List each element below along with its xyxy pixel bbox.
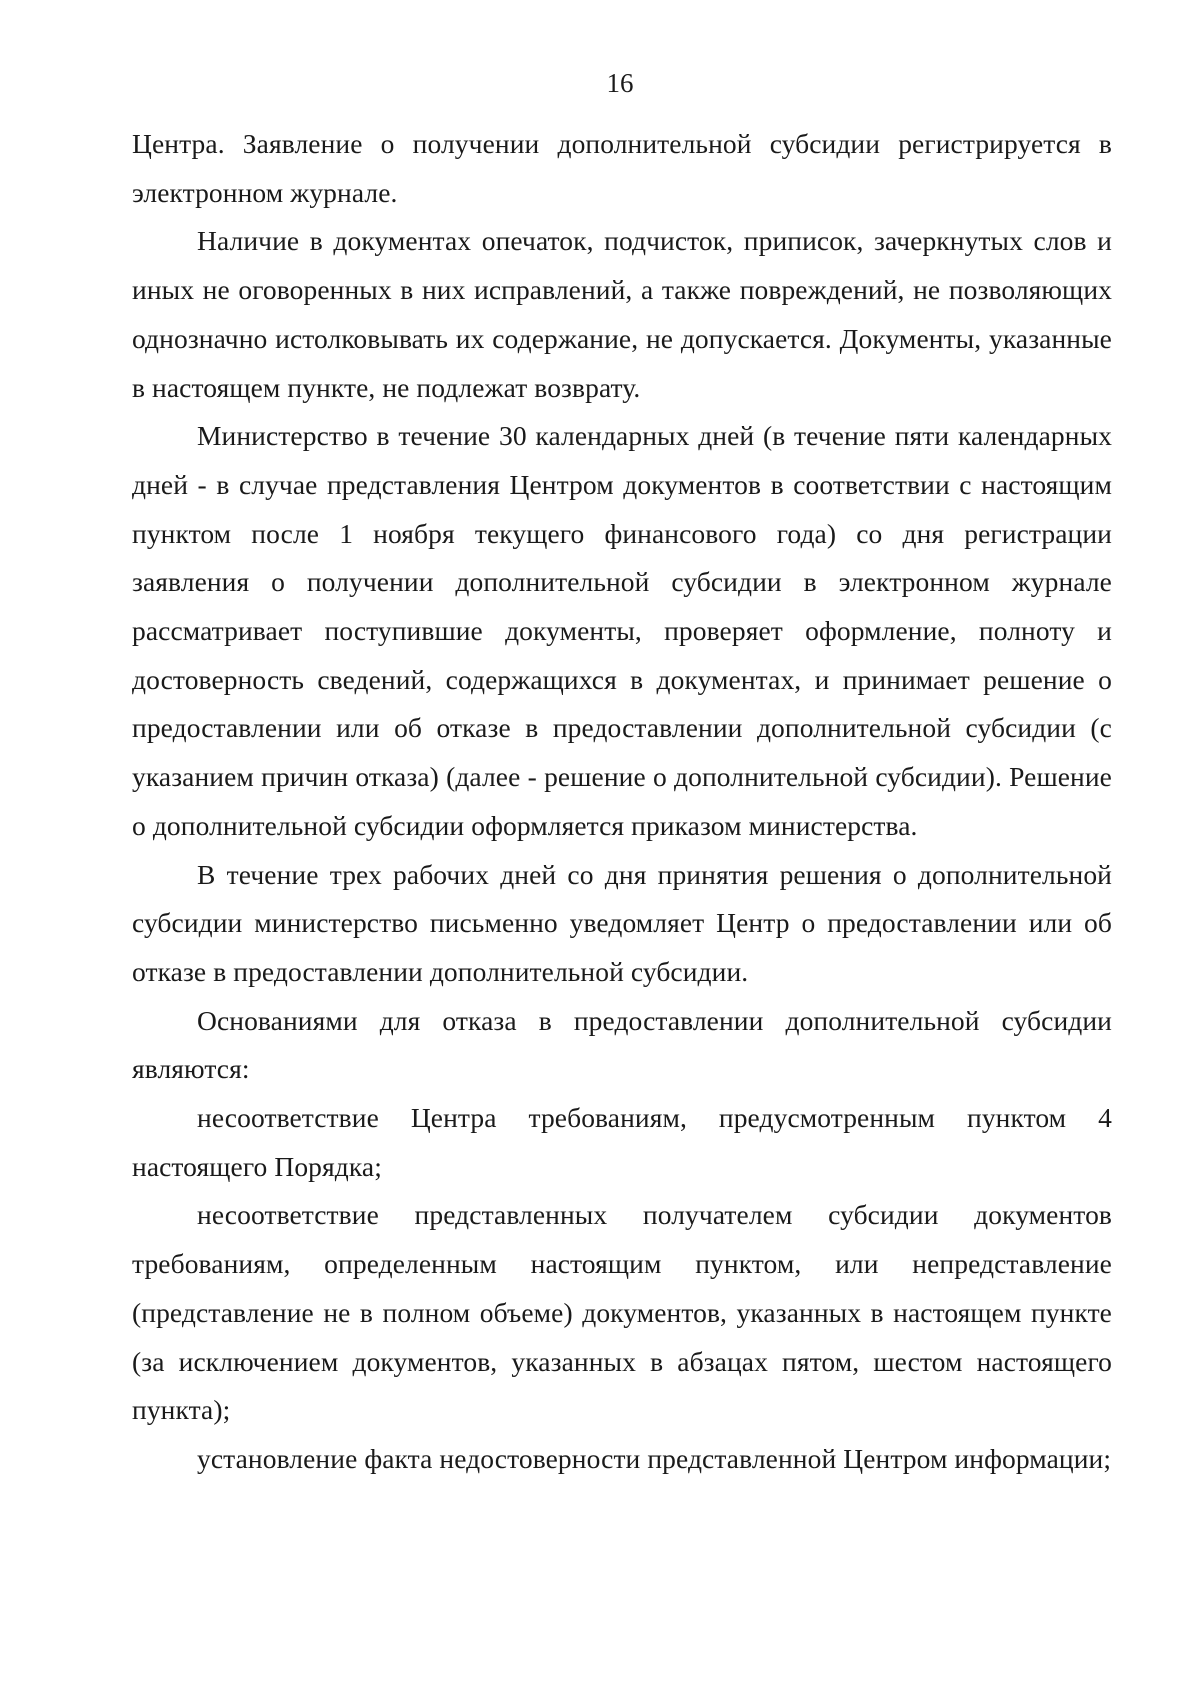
paragraph-refusal-grounds: Основаниями для отказа в предоставлении дополнительной субсидии являются:	[132, 1004, 1112, 1085]
paragraph-notification: В течение трех рабочих дней со дня принятия решения о дополнительной субсидии министерство письменно уведомляет Центр о предоставлении или об отказе в предоставлении дополнительной субсидии.	[132, 858, 1112, 987]
paragraph-ministry-review: Министерство в течение 30 календарных дней (в течение пяти календарных дней - в случае представления Центром документов в соответствии с настоящим пунктом после 1 ноября текущего финансового года) со дня регистрации заявления о получении дополнительной субсидии в электронном журнале рассматривает поступившие документы, проверяет оформление, полноту и достоверность сведений, содержащихся в документах, и принимает решение о предоставлении или об отказе в предоставлении дополнительной субсидии (с указанием причин отказа) (далее - решение о дополнительной субсидии). Решение о дополнительной субсидии оформляется приказом министерства.	[132, 420, 1112, 841]
list-item-center-requirements: несоответствие Центра требованиям, предусмотренным пунктом 4 настоящего Порядка;	[132, 1102, 1112, 1182]
paragraph-continuation: Центра. Заявление о получении дополнительной субсидии регистрируется в электронном журнале.	[132, 128, 1112, 208]
paragraph-typos-clause: Наличие в документах опечаток, подчисток, приписок, зачеркнутых слов и иных не оговоренных в них исправлений, а также повреждений, не позволяющих однозначно истолковывать их содержание, не допускается. Документы, указанные в настоящем пункте, не подлежат возврату.	[132, 225, 1112, 403]
document-body	[132, 120, 1112, 1484]
page-number: 16	[606, 68, 634, 98]
list-item-documents-mismatch: несоответствие представленных получателем субсидии документов требованиям, определенным настоящим пунктом, или непредставление (представление не в полном объеме) документов, указанных в настоящем пункте (за исключением документов, указанных в абзацах пятом, шестом настоящего пункта);	[132, 1199, 1112, 1426]
list-item-false-information: установление факта недостоверности представленной Центром информации;	[197, 1442, 1112, 1474]
